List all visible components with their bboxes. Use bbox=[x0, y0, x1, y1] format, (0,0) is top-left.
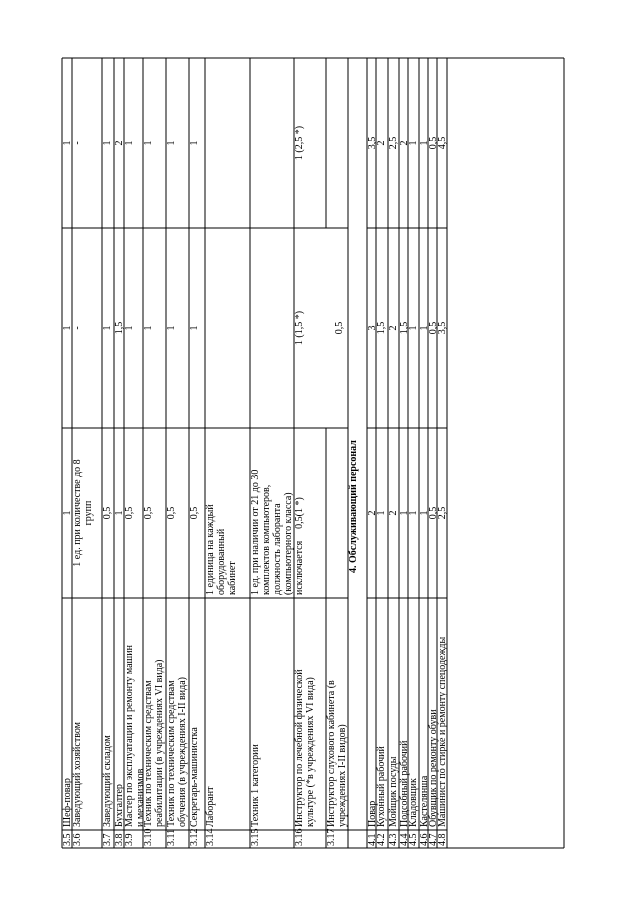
staff-count-1: 1 bbox=[408, 325, 419, 331]
staff-norm: 0,5(1 *) bbox=[294, 497, 305, 529]
staff-norm: 1 единица на каждый bbox=[205, 504, 216, 595]
row-number: 3.14 bbox=[205, 828, 216, 846]
staff-count-2: 4,5 bbox=[437, 136, 448, 150]
row-number: 3.9 bbox=[124, 833, 135, 846]
row-number: 3.10 bbox=[143, 828, 154, 846]
staff-count-1: 0,5 bbox=[334, 321, 345, 335]
staff-count-1: 1 (1,5 *) bbox=[294, 310, 305, 346]
staff-count-2: 1 bbox=[189, 140, 200, 146]
row-number: 3.5 bbox=[62, 833, 73, 846]
staff-norm: 2 bbox=[367, 510, 378, 516]
staff-count-2: 2,5 bbox=[388, 136, 399, 150]
position-name: Техник по техническим средствам bbox=[143, 680, 154, 827]
table-rotated-group bbox=[62, 58, 564, 848]
staff-count-2: - bbox=[72, 141, 83, 145]
staff-norm: 0,5 bbox=[102, 506, 113, 520]
row-number: 4.1 bbox=[367, 833, 378, 846]
staff-norm: 1 bbox=[399, 510, 410, 516]
staff-count-2: 2 bbox=[376, 140, 387, 146]
staff-count-1: 0,5 bbox=[428, 321, 439, 335]
staff-count-1: 1 bbox=[124, 325, 135, 331]
staff-count-1: 1,5 bbox=[376, 321, 387, 335]
position-name: Лаборант bbox=[205, 786, 216, 827]
staff-count-2: 1 bbox=[124, 140, 135, 146]
staff-count-1: 1,5 bbox=[399, 321, 410, 335]
staff-count-1: - bbox=[72, 326, 83, 330]
staff-count-2: 1 bbox=[166, 140, 177, 146]
staff-norm: 1 ед. при наличии от 21 до 30 bbox=[250, 469, 261, 595]
staff-norm: 1 bbox=[376, 510, 387, 516]
row-number: 4.2 bbox=[376, 833, 387, 846]
position-name: Секретарь-машинистка bbox=[189, 727, 200, 827]
staff-count-1: 1,5 bbox=[114, 321, 125, 335]
row-number: 3.11 bbox=[166, 828, 177, 846]
staff-count-1: 1 bbox=[189, 325, 200, 331]
staff-count-2: 3,5 bbox=[367, 136, 378, 150]
row-number: 4.6 bbox=[419, 833, 430, 846]
position-name: Шеф-повар bbox=[62, 778, 73, 827]
staff-count-2: 1 (2,5 *) bbox=[294, 125, 305, 161]
staff-norm: 0,5 bbox=[428, 506, 439, 520]
staff-norm: 0,5 bbox=[189, 506, 200, 520]
row-number: 3.12 bbox=[189, 828, 200, 846]
staff-count-2: 2 bbox=[399, 140, 410, 146]
staff-norm: комплектов компьютеров, bbox=[261, 484, 272, 595]
staff-norm: 0,5 bbox=[124, 506, 135, 520]
position-name: обучения (в учреждениях I-II вида) bbox=[177, 677, 188, 827]
row-number: 4.4 bbox=[399, 833, 410, 846]
position-name: Заведующий складом bbox=[102, 735, 113, 827]
position-name: Повар bbox=[367, 800, 378, 827]
staff-norm: 1 ед. при количестве до 8 bbox=[72, 459, 83, 567]
staff-count-2: 1 bbox=[408, 140, 419, 146]
table-cells bbox=[62, 126, 448, 846]
position-name: Кухонный рабочий bbox=[376, 746, 387, 827]
section-title: 4. Обслуживающий персонал bbox=[348, 440, 359, 573]
staff-count-2: 1 bbox=[62, 140, 73, 146]
staff-norm: оборудованный bbox=[216, 528, 227, 595]
staff-norm: 1 bbox=[62, 510, 73, 516]
row-number: 3.15 bbox=[250, 828, 261, 846]
position-name: реабилитации (в учреждениях VI вида) bbox=[154, 659, 165, 827]
staff-norm: 0,5 bbox=[143, 506, 154, 520]
row-number: 3.7 bbox=[102, 833, 113, 846]
staff-norm: исключается bbox=[294, 540, 305, 595]
row-number: 4.5 bbox=[408, 833, 419, 846]
staff-count-1: 1 bbox=[62, 325, 73, 331]
staff-norm: 1 bbox=[114, 510, 125, 516]
staff-count-1: 3,5 bbox=[437, 321, 448, 335]
staff-norm: 2 bbox=[388, 510, 399, 516]
row-number: 3.6 bbox=[72, 833, 83, 846]
row-number: 3.8 bbox=[114, 833, 125, 846]
position-name: Кастелянша bbox=[419, 775, 430, 827]
position-name: Кладовщик bbox=[408, 778, 419, 827]
staff-count-2: 1 bbox=[102, 140, 113, 146]
staff-norm: (компьютерного класса) bbox=[283, 492, 294, 595]
position-name: Инструктор слухового кабинета (в bbox=[326, 680, 337, 827]
position-name: Бухгалтер bbox=[114, 784, 125, 827]
position-name: Подсобный рабочий bbox=[399, 740, 410, 827]
staff-count-1: 1 bbox=[166, 325, 177, 331]
position-name: Техник по техническим средствам bbox=[166, 680, 177, 827]
position-name: учреждениях I-II видов) bbox=[337, 724, 348, 827]
staff-count-1: 1 bbox=[143, 325, 154, 331]
row-number: 4.7 bbox=[428, 833, 439, 846]
position-name: культуре (*в учреждениях VI вида) bbox=[305, 677, 316, 827]
staff-norm: 2,5 bbox=[437, 506, 448, 520]
staff-count-2: 1 bbox=[143, 140, 154, 146]
position-name: Инструктор по лечебной физической bbox=[294, 669, 305, 827]
staff-norm: 1 bbox=[408, 510, 419, 516]
staff-norm: 0,5 bbox=[166, 506, 177, 520]
staff-norm: кабинет bbox=[227, 561, 238, 595]
position-name: Техник 1 категории bbox=[250, 744, 261, 827]
staff-count-1: 1 bbox=[419, 325, 430, 331]
staff-norm: групп bbox=[83, 500, 94, 526]
position-name: Заведующий хозяйством bbox=[72, 722, 83, 827]
staff-count-2: 2 bbox=[114, 140, 125, 146]
staff-count-1: 2 bbox=[388, 325, 399, 331]
position-name: Мастер по эксплуатации и ремонту машин bbox=[124, 645, 135, 827]
position-name: Мойщик посуды bbox=[388, 756, 399, 827]
row-number: 4.3 bbox=[388, 833, 399, 846]
staff-count-1: 3 bbox=[367, 325, 378, 331]
staff-count-2: 1 bbox=[419, 140, 430, 146]
staff-norm: 1 bbox=[419, 510, 430, 516]
staff-norm: должность лаборанта bbox=[272, 503, 283, 595]
position-name: Обувщик по ремонту обуви bbox=[428, 709, 439, 827]
row-number: 3.17 bbox=[326, 828, 337, 846]
position-name: и механизмов bbox=[135, 768, 146, 827]
staff-count-1: 1 bbox=[102, 325, 113, 331]
row-number: 3.16 bbox=[294, 828, 305, 846]
row-number: 4.8 bbox=[437, 833, 448, 846]
staff-count-2: 0,5 bbox=[428, 136, 439, 150]
position-name: Машинист по стирке и ремонту спецодежды bbox=[437, 636, 448, 827]
